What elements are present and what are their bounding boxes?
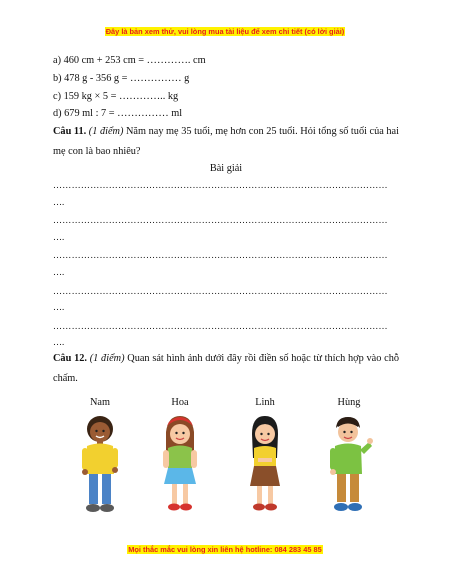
question-11-number: Câu 11. [53,126,87,137]
character-hoa [145,396,215,516]
hotline-notice-banner [0,545,450,555]
answer-line-tail: …. [53,232,65,242]
girl-black-hair-orange-skirt-illustration-icon [243,412,287,516]
question-12-points: (1 điểm) [89,353,125,364]
answer-line-tail: …. [53,197,65,207]
character-name: Hoa [171,397,189,408]
answer-line: ……………………………………………………………………………………………… [53,215,388,225]
answer-line-tail: …. [53,267,65,277]
answer-line-tail: …. [53,337,65,347]
character-name: Hùng [337,397,361,408]
question-11-points: (1 điểm) [88,126,124,137]
preview-notice-banner [0,27,450,37]
exercise-item-c: c) 159 kg × 5 = ………….. kg [53,91,179,102]
boy-yellow-hoodie-illustration-icon [78,412,122,516]
solution-heading: Bài giải [209,163,243,174]
exercise-item-b: b) 478 g - 356 g = …………… g [53,73,190,84]
answer-line: ……………………………………………………………………………………………… [53,321,388,331]
answer-line: ……………………………………………………………………………………………… [53,286,388,296]
character-name: Nam [89,397,110,408]
question-12-text: Quan sát hình ảnh dưới đây rồi điền số hoặc từ thích hợp vào chỗ chấm. [53,353,400,384]
character-nam [65,396,135,516]
question-12-number: Câu 12. [53,353,87,364]
exercise-item-a: a) 460 cm + 253 cm = …………. cm [53,55,206,66]
hotline-notice-text: Mọi thắc mắc vui lòng xin liên hệ hotline: 084 283 45 85 [128,545,322,554]
question-11 [53,122,399,162]
character-hung [314,396,384,516]
girl-headscarf-blue-skirt-illustration-icon [158,412,202,516]
exercise-item-d: d) 679 ml : 7 = …………… ml [53,108,183,119]
preview-notice-text: Đây là bản xem thử, vui lòng mua tài liệu để xem chi tiết (có lời giải) [105,27,345,36]
question-12 [53,349,399,389]
question-11-text: Năm nay mẹ 35 tuổi, mẹ hơn con 25 tuổi. Hỏi tổng số tuổi của hai mẹ con là bao nhiêu? [53,126,399,157]
character-linh [230,396,300,516]
character-name: Linh [255,397,275,408]
answer-line-tail: …. [53,302,65,312]
answer-line: ……………………………………………………………………………………………… [53,180,388,190]
boy-green-hoodie-illustration-icon [325,412,373,516]
answer-line: ……………………………………………………………………………………………… [53,250,388,260]
